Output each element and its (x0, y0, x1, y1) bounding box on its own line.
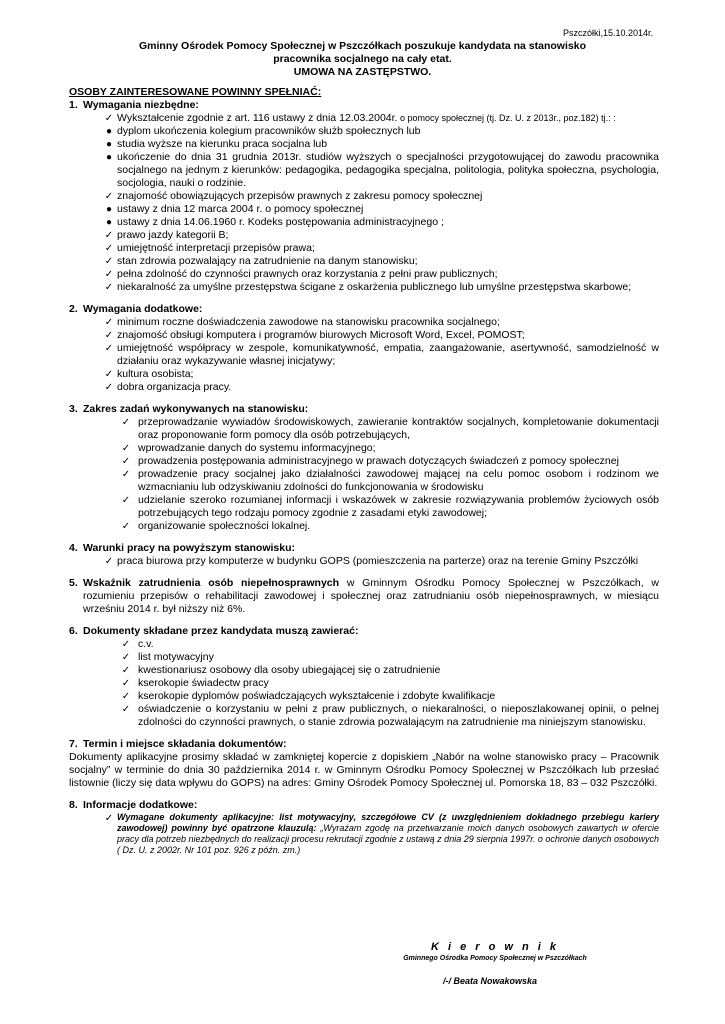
checkmark-icon: ✓ (104, 256, 114, 267)
checkmark-icon: ✓ (104, 282, 114, 293)
section-4 (69, 542, 659, 568)
list-item: ✓ przeprowadzanie wywiadów środowiskowych, zawieranie kontraktów socjalnych, kompletowanie dokumentacji oraz proponowanie form pomocy dla osób potrzebujących, (114, 416, 659, 442)
checkmark-icon: ✓ (121, 495, 131, 506)
list-item: ✓ minimum roczne doświadczenia zawodowe na stanowisku pracownika socjalnego; (101, 316, 659, 329)
checkmark-icon: ✓ (104, 269, 114, 280)
additional-requirements-list (69, 316, 659, 394)
bullet-icon: ● (105, 204, 113, 215)
section-heading: Informacje dodatkowe: (83, 799, 198, 811)
section-heading: Zakres zadań wykonywanych na stanowisku: (83, 403, 309, 415)
title-line-3: UMOWA NA ZASTĘPSTWO. (293, 66, 432, 78)
list-item: ✓ kserokopie świadectw pracy (114, 677, 659, 690)
document-title (60, 40, 665, 79)
section-number: 8. (69, 799, 78, 811)
checkmark-icon: ✓ (121, 443, 131, 454)
checkmark-icon: ✓ (121, 417, 131, 428)
consent-clause: „Wyrażam zgodę na przetwarzanie moich danych osobowych zawartych w ofercie pracy dla potrzeb niezbędnych do realizacji procesu rekrutacji zgodnie z ustawą z dnia 29 sierpnia 1997r. o ochronie danych osobowych ( Dz. U. z 2002r. Nr 101 poz. 926 z późn. zm.) (117, 823, 659, 855)
section-text: w Gminnym Ośrodku Pomocy Społecznej w Pszczółkach, w rozumieniu przepisów o rehabilitacji zawodowej i społecznej oraz zatrudnianiu osób niepełnosprawnych, w miesiącu wrześniu 2014 r. był niższy niż 6%. (83, 577, 660, 615)
list-item: ● ustawy z dnia 14.06.1960 r. Kodeks postępowania administracyjnego ; (101, 216, 659, 229)
list-item: ✓ umiejętność współpracy w zespole, komunikatywność, empatia, zaangażowanie, asertywność, samodzielność w działaniu oraz wykazywanie własnej inicjatywy; (101, 342, 659, 368)
list-item: ✓ oświadczenie o korzystaniu w pełni z praw publicznych, o niekaralności, o nieposzlakowanej opinii, o pełnej zdolności do czynności prawnych, o stanie zdrowia pozwalającym na zatrudnienie ma niniejszym stanowisku. (114, 703, 659, 729)
section-number: 2. (69, 303, 78, 315)
list-item: ✓ c.v. (114, 638, 659, 651)
bullet-icon: ● (105, 152, 113, 163)
checkmark-icon: ✓ (104, 343, 114, 354)
documents-list (69, 638, 659, 729)
section-number: 1. (69, 99, 78, 111)
section-1 (69, 99, 659, 294)
section-number: 7. (69, 738, 78, 750)
list-item: ✓ prowadzenie pracy socjalnej jako działalności zawodowej mającej na celu pomoc osobom i rodzinom we wzmacnianiu lub odzyskiwaniu zdolności do funkcjonowania w środowisku (114, 468, 659, 494)
section-text: Dokumenty aplikacyjne prosimy składać w zamkniętej kopercie z dopiskiem „Nabór na wolne stanowisko pracy – Pracownik socjalny” w terminie do dnia 30 października 2014 r. w Gminnym Ośrodku Pomocy Społecznej w Pszczółkach lub przesłać listownie (liczy się data wpływu do GOPS) na adres: Gminy Ośrodek Pomocy Społecznej ul. Pomorska 18, 83 – 032 Pszczółki. (69, 751, 659, 789)
checkmark-icon: ✓ (104, 382, 114, 393)
title-line-2: pracownika socjalnego na cały etat. (273, 53, 452, 65)
document-date: Pszczółki,15.10.2014r. (562, 28, 653, 38)
signature-title: K i e r o w n i k (430, 941, 560, 953)
list-item: ✓ prowadzenia postępowania administracyjnego w prawach dotyczących świadczeń z pomocy społecznej (114, 455, 659, 468)
consent-requirement: Wymagane dokumenty aplikacyjne: list motywacyjny, szczegółowe CV (z uwzględnieniem dokładnego przebiegu kariery zawodowej) powinny być opatrzone klauzulą: (117, 812, 659, 833)
list-item: ✓ stan zdrowia pozwalający na zatrudnienie na danym stanowisku; (101, 255, 659, 268)
list-item: ✓ Wykształcenie zgodnie z art. 116 ustawy z dnia 12.03.2004r. o pomocy społecznej (tj. Dz. U. z 2013r., poz.182) tj.: : (101, 112, 659, 125)
section-number: 4. (69, 542, 78, 554)
list-item: ✓ list motywacyjny (114, 651, 659, 664)
checkmark-icon: ✓ (104, 317, 114, 328)
bullet-icon: ● (105, 139, 113, 150)
section-7 (69, 738, 659, 790)
checkmark-icon: ✓ (121, 652, 131, 663)
intro-heading: OSOBY ZAINTERESOWANE POWINNY SPEŁNIAĆ: (69, 86, 322, 98)
list-item: ✓ udzielanie szeroko rozumianej informacji i wskazówek w zakresie rozwiązywania problemów życiowych osób potrzebujących tego rodzaju pomocy zgodnie z zasadami etyki zawodowej; (114, 494, 659, 520)
section-number: 5. (69, 577, 78, 589)
list-item: ✓ praca biurowa przy komputerze w budynku GOPS (pomieszczenia na parterze) oraz na terenie Gminy Pszczółki (101, 555, 659, 568)
section-2 (69, 303, 659, 394)
section-heading: Wymagania dodatkowe: (83, 303, 203, 315)
checkmark-icon: ✓ (121, 521, 131, 532)
signature-subtitle: Gminnego Ośrodka Pomocy Społecznej w Pszczółkach (403, 955, 587, 962)
list-item: ✓ umiejętność interpretacji przepisów prawa; (101, 242, 659, 255)
list-item: ✓ prawo jazdy kategorii B; (101, 229, 659, 242)
signer-name: /-/ Beata Nowakowska (443, 976, 538, 986)
checkmark-icon: ✓ (104, 813, 114, 824)
checkmark-icon: ✓ (121, 665, 131, 676)
list-item: ✓ znajomość obsługi komputera i programów biurowych Microsoft Word, Excel, POMOST; (101, 329, 659, 342)
bullet-icon: ● (105, 126, 113, 137)
checkmark-icon: ✓ (104, 191, 114, 202)
checkmark-icon: ✓ (121, 678, 131, 689)
list-item: ● ustawy z dnia 12 marca 2004 r. o pomocy społecznej (101, 203, 659, 216)
section-heading: Dokumenty składane przez kandydata muszą zawierać: (83, 625, 359, 637)
checkmark-icon: ✓ (121, 639, 131, 650)
checkmark-icon: ✓ (121, 691, 131, 702)
section-heading: Termin i miejsce składania dokumentów: (83, 738, 287, 750)
list-item: ✓ znajomość obowiązujących przepisów prawnych z zakresu pomocy społecznej (101, 190, 659, 203)
checkmark-icon: ✓ (104, 230, 114, 241)
list-item: ✓ kwestionariusz osobowy dla osoby ubiegającej się o zatrudnienie (114, 664, 659, 677)
section-number: 3. (69, 403, 78, 415)
list-item: ✓ kserokopie dyplomów poświadczających wykształcenie i zdobyte kwalifikacje (114, 690, 659, 703)
checkmark-icon: ✓ (104, 369, 114, 380)
list-item: ✓ organizowanie społeczności lokalnej. (114, 520, 659, 533)
list-item (101, 812, 659, 856)
list-item: ✓ kultura osobista; (101, 368, 659, 381)
section-number: 6. (69, 625, 78, 637)
section-5 (69, 577, 659, 616)
checkmark-icon: ✓ (121, 469, 131, 480)
requirements-list (69, 112, 659, 294)
document-body (69, 86, 659, 856)
list-item: ✓ niekaralność za umyślne przestępstwa ścigane z oskarżenia publicznego lub umyślne przestępstwa skarbowe; (101, 281, 659, 294)
section-heading: Warunki pracy na powyższym stanowisku: (83, 542, 295, 554)
checkmark-icon: ✓ (121, 704, 131, 715)
checkmark-icon: ✓ (121, 456, 131, 467)
checkmark-icon: ✓ (104, 330, 114, 341)
section-6 (69, 625, 659, 729)
bullet-icon: ● (105, 217, 113, 228)
list-item: ✓ wprowadzanie danych do systemu informacyjnego; (114, 442, 659, 455)
section-8 (69, 799, 659, 856)
list-item: ✓ dobra organizacja pracy. (101, 381, 659, 394)
checkmark-icon: ✓ (104, 113, 114, 124)
section-3 (69, 403, 659, 533)
title-line-1: Gminny Ośrodek Pomocy Społecznej w Pszczółkach poszukuje kandydata na stanowisko (139, 40, 586, 52)
list-item: ● ukończenie do dnia 31 grudnia 2013r. studiów wyższych o specjalności przygotowującej do zawodu pracownika socjalnego na jednym z kierunków: pedagogika, pedagogika specjalna, politologia, polityka społeczna, psychologia, socjologia, nauki o rodzinie. (101, 151, 659, 190)
section-heading: Wymagania niezbędne: (83, 99, 199, 111)
checkmark-icon: ✓ (104, 243, 114, 254)
list-item: ● studia wyższe na kierunku praca socjalna lub (101, 138, 659, 151)
list-item: ✓ pełna zdolność do czynności prawnych oraz korzystania z pełni praw publicznych; (101, 268, 659, 281)
working-conditions-list (69, 555, 659, 568)
additional-info-list (69, 812, 659, 856)
duties-list (69, 416, 659, 533)
list-item: ● dyplom ukończenia kolegium pracowników służb społecznych lub (101, 125, 659, 138)
checkmark-icon: ✓ (104, 556, 114, 567)
section-heading: Wskaźnik zatrudnienia osób niepełnosprawnych (83, 577, 340, 589)
